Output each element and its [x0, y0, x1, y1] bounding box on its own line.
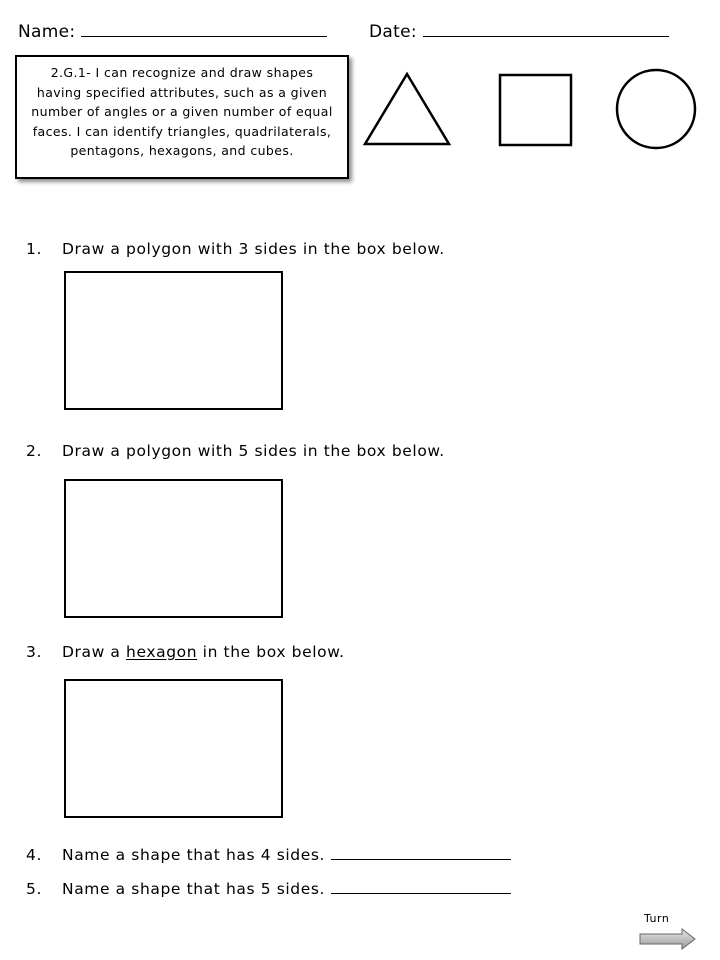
question-5: [26, 879, 511, 898]
question-number: 5.: [26, 880, 42, 898]
drawing-box-1[interactable]: [64, 271, 283, 410]
question-1: [26, 240, 445, 258]
question-number: 2.: [26, 442, 42, 460]
answer-line-4[interactable]: [331, 845, 511, 860]
name-field[interactable]: [18, 22, 327, 42]
underlined-word: hexagon: [126, 643, 198, 661]
question-text: Name a shape that has 5 sides.: [62, 880, 326, 898]
question-3: [26, 643, 345, 661]
drawing-box-2[interactable]: [64, 479, 283, 618]
circle-shape: [617, 70, 695, 148]
question-text: Draw a polygon with 3 sides in the box below.: [62, 240, 445, 258]
question-number: 3.: [26, 643, 42, 661]
turn-label: Turn: [644, 912, 670, 925]
standard-text: 2.G.1- I can recognize and draw shapes having specified attributes, such as a given number of angles or a given number of equal faces. I can identify triangles, quadrilaterals, pentagons, hexagons, and cubes.: [31, 65, 333, 158]
date-line[interactable]: [423, 22, 669, 37]
date-label: Date:: [369, 22, 417, 42]
standard-box: [15, 55, 349, 179]
question-number: 4.: [26, 846, 42, 864]
question-text-post: in the box below.: [197, 643, 345, 661]
question-4: [26, 845, 511, 864]
name-label: Name:: [18, 22, 76, 42]
answer-line-5[interactable]: [331, 879, 511, 894]
question-2: [26, 442, 445, 460]
question-text: Draw a polygon with 5 sides in the box below.: [62, 442, 445, 460]
name-line[interactable]: [81, 22, 327, 37]
question-text-pre: Draw a: [62, 643, 127, 661]
shapes-illustration: [360, 66, 700, 156]
question-number: 1.: [26, 240, 42, 258]
right-arrow-icon[interactable]: [638, 928, 698, 950]
triangle-shape: [365, 74, 449, 144]
question-text: Name a shape that has 4 sides.: [62, 846, 326, 864]
date-field[interactable]: [369, 22, 669, 42]
square-shape: [500, 75, 571, 145]
drawing-box-3[interactable]: [64, 679, 283, 818]
